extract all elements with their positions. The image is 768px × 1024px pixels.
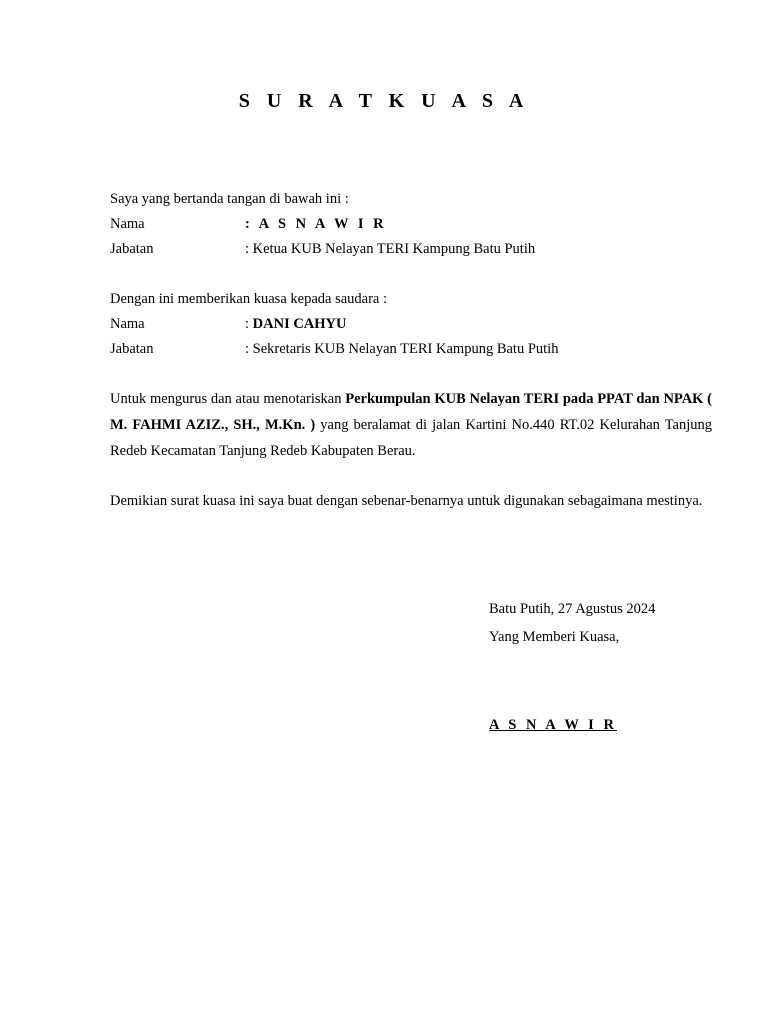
grantee-name-prefix: : [245, 316, 253, 332]
purpose-paragraph [110, 386, 712, 464]
grantee-name-value [245, 316, 347, 333]
signature-role: Yang Memberi Kuasa, [489, 629, 620, 645]
grantee-name-label: Nama [110, 316, 145, 332]
grantor-position-label: Jabatan [110, 241, 154, 257]
closing-paragraph: Demikian surat kuasa ini saya buat dengan sebenar-benarnya untuk digunakan sebagaimana mestinya. [110, 493, 703, 509]
grantor-position-value: : Ketua KUB Nelayan TERI Kampung Batu Putih [245, 241, 536, 257]
grant-statement: Dengan ini memberikan kuasa kepada saudara : [110, 291, 388, 307]
document-title: S U R A T K U A S A [238, 90, 530, 112]
signature-name: A S N A W I R [489, 717, 617, 733]
purpose-notary: Perkumpulan KUB Nelayan TERI pada PPAT dan NPAK ( M. FAHMI AZIZ., SH., M.Kn. ) [110, 391, 712, 433]
grantee-position-label: Jabatan [110, 341, 154, 357]
purpose-text-end: yang beralamat di jalan Kartini No.440 RT.02 Kelurahan Tanjung Redeb Kecamatan Tanjung Redeb Kabupaten Berau. [110, 417, 713, 459]
purpose-text-start: Untuk mengurus dan atau menotariskan [110, 391, 346, 407]
signature-place-date: Batu Putih, 27 Agustus 2024 [489, 601, 656, 617]
intro-statement: Saya yang bertanda tangan di bawah ini : [110, 191, 349, 207]
grantor-name-value: : A S N A W I R [245, 216, 387, 232]
grantee-position-value: : Sekretaris KUB Nelayan TERI Kampung Batu Putih [245, 341, 559, 357]
grantor-name-label: Nama [110, 216, 145, 232]
grantee-name: DANI CAHYU [252, 316, 347, 332]
